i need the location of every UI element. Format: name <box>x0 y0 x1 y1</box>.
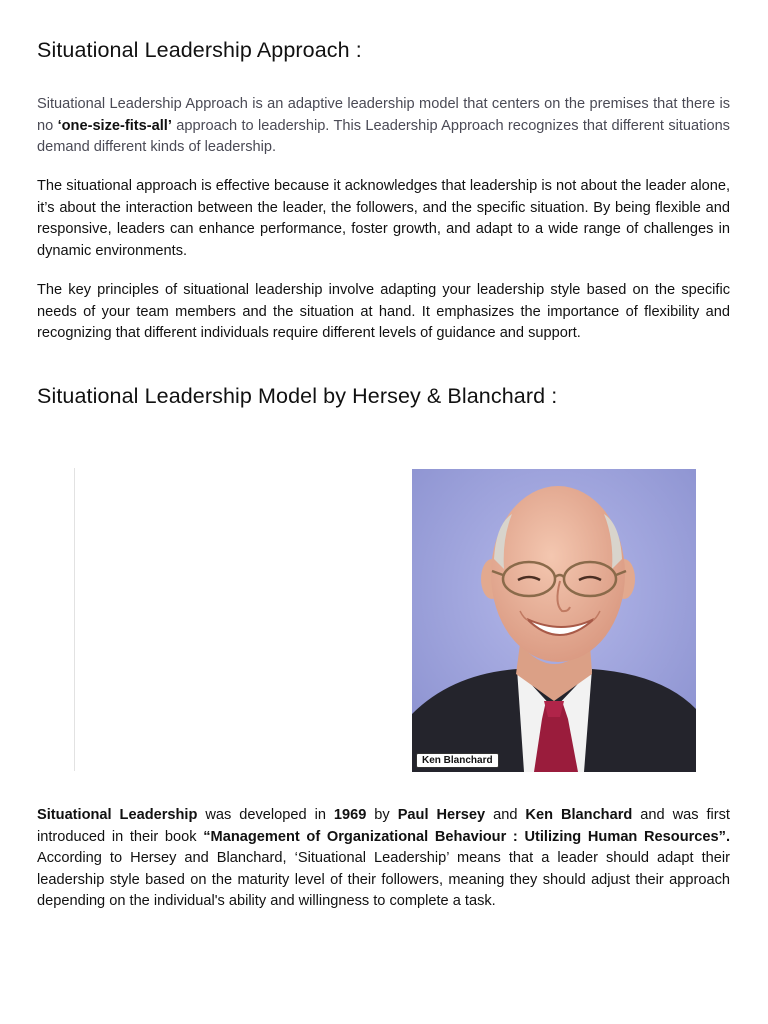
section-title-approach: Situational Leadership Approach : <box>37 38 362 62</box>
blank-image-edge-line <box>74 468 75 771</box>
effectiveness-paragraph: The situational approach is effective because it acknowledges that leadership is not about the leader alone, it’s about the interaction between the leader, the followers, and the specific situation. By being flexible and responsive, leaders can enhance performance, foster growth, and adapt to a wide range of challenges in dynamic environments. <box>37 178 730 259</box>
intro-bold-phrase: ‘one-size-fits-all’ <box>57 117 172 134</box>
history-text-5: According to Hersey and Blanchard, ‘Situational Leadership’ means that a leader should adapt their leadership style based on the maturity level of their followers, meaning they should adjust their approach depending on the individual's ability and willingness to complete a task. <box>37 850 730 909</box>
portrait-illustration <box>412 469 696 772</box>
year-1969: 1969 <box>333 807 367 823</box>
intro-text-end: approach to leadership. This Leadership Approach recognizes that different situations demand different kinds of leadership. <box>37 117 730 155</box>
ken-blanchard-photo <box>412 469 696 772</box>
intro-paragraph <box>37 94 730 159</box>
author-paul-hersey: Paul Hersey <box>397 807 486 823</box>
intro-text-start: Situational Leadership Approach is an adaptive leadership model that centers on the premises that there is no <box>37 96 730 134</box>
author-ken-blanchard: Ken Blanchard <box>525 807 633 823</box>
history-text-1: was developed in <box>197 807 334 823</box>
history-text-2: by <box>366 807 398 823</box>
history-text-4: and was first introduced in their book <box>37 807 730 845</box>
history-text-3: and <box>485 807 526 823</box>
photo-caption: Ken Blanchard <box>416 753 499 768</box>
term-situational-leadership: Situational Leadership <box>37 807 198 823</box>
history-paragraph <box>37 805 730 913</box>
principles-paragraph: The key principles of situational leadership involve adapting your leadership style based on the specific needs of your team members and the situation at hand. It emphasizes the importance of flexibility and recognizing that different individuals require different levels of guidance and support. <box>37 282 730 341</box>
section-title-model: Situational Leadership Model by Hersey & Blanchard : <box>37 384 558 408</box>
book-title: “Management of Organizational Behaviour : Utilizing Human Resources”. <box>203 828 730 845</box>
